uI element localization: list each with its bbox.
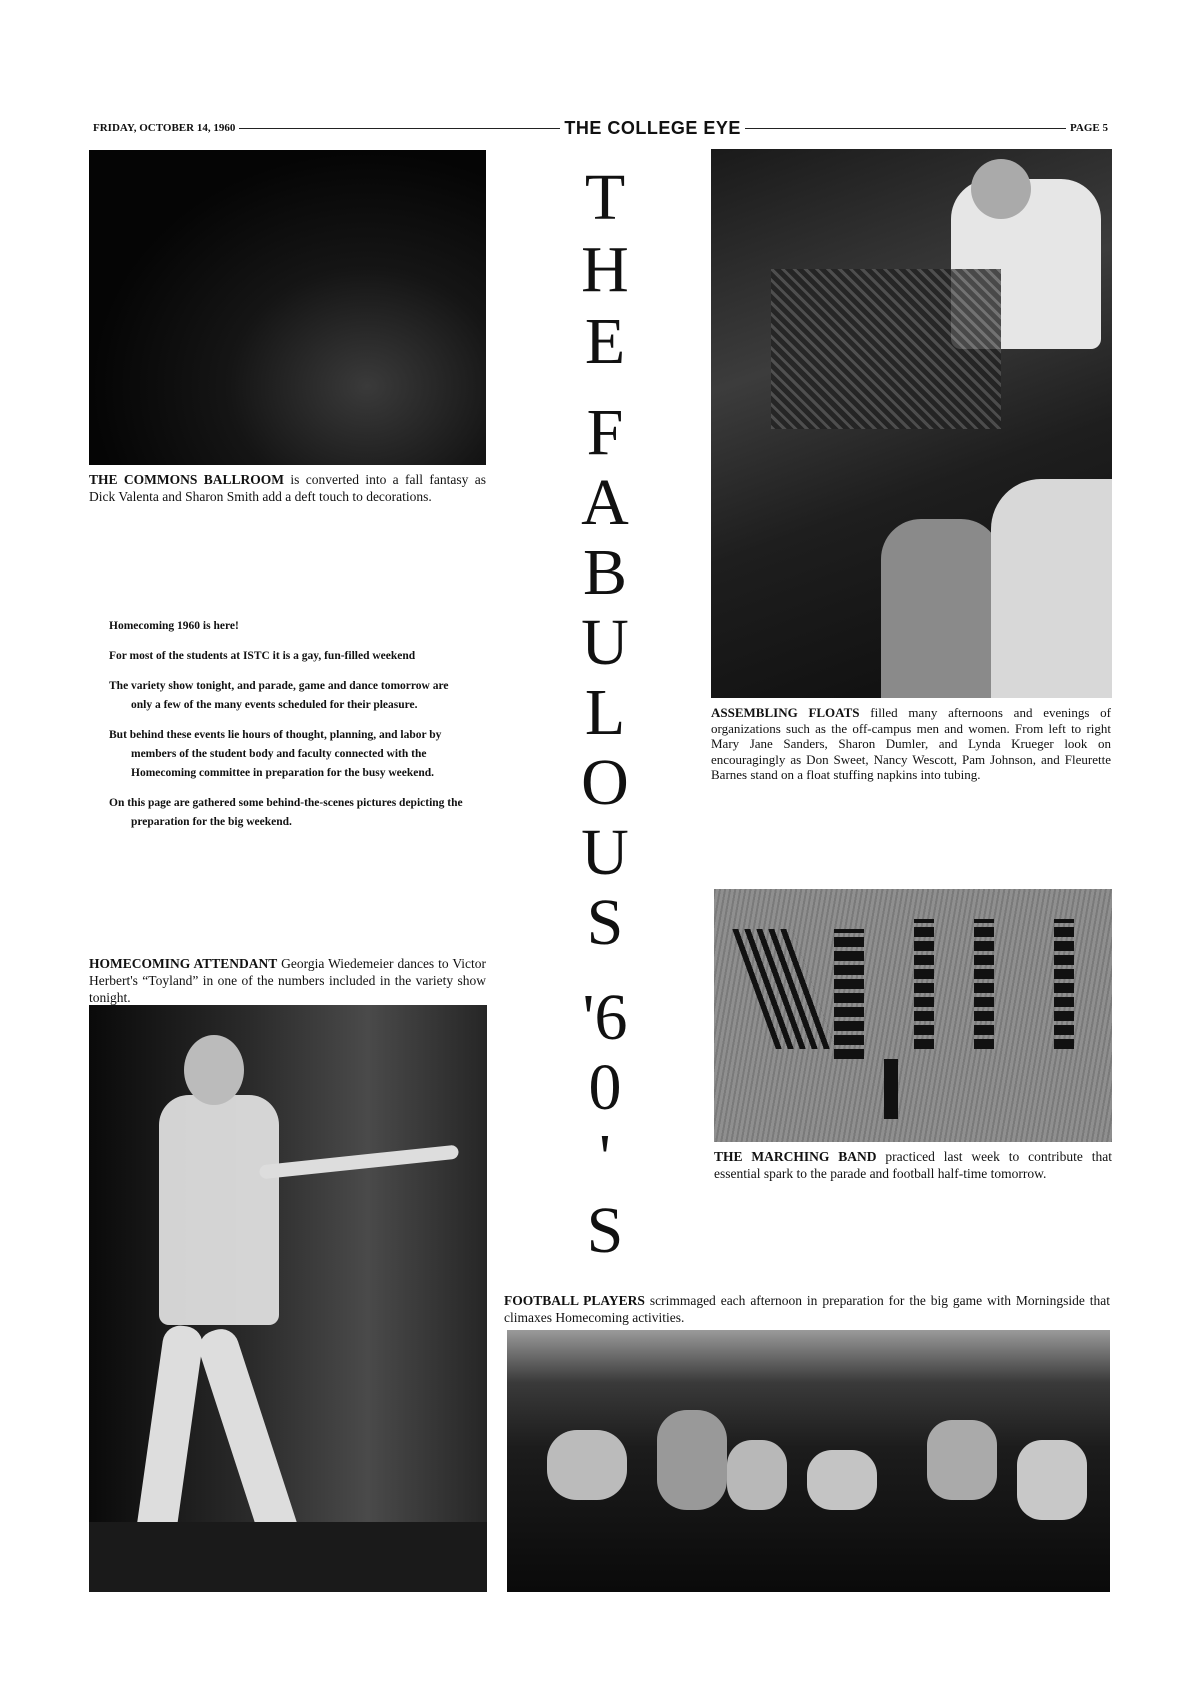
caption-lead: THE MARCHING BAND — [714, 1149, 877, 1164]
title-letter: B — [582, 536, 628, 609]
caption-text: scrimmaged each afternoon in preparation for the big game with Morningside that climaxes Homecoming activities. — [504, 1293, 1110, 1325]
title-letter: S — [586, 886, 624, 959]
caption-lead: THE COMMONS BALLROOM — [89, 472, 284, 487]
football-caption — [504, 1292, 1110, 1326]
title-letter: O — [581, 746, 629, 819]
title-letter: S — [586, 1194, 624, 1267]
intro-paragraph: For most of the students at ISTC it is a gay, fun-filled weekend — [109, 650, 416, 662]
marching-band-photo — [714, 889, 1112, 1142]
attendant-caption — [89, 955, 486, 1006]
caption-text: filled many afternoons and evenings of organizations such as the off-campus men and women. From left to right Mary Jane Sanders, Sharon Dumler, and Lynda Krueger look on encouragingly as Don Sweet, Nancy Wescott, Pam Johnson, and Fleurette Barnes stand on a float stuffing napkins into tubing. — [711, 705, 1111, 782]
title-letter: F — [586, 396, 624, 469]
title-letter: T — [584, 161, 626, 234]
title-letter: H — [581, 233, 629, 306]
title-letter: U — [581, 606, 629, 679]
caption-text: Georgia Wiedemeier dances to Victor Herbert's “Toyland” in one of the numbers included in the variety show tonight. — [89, 956, 487, 1005]
floats-caption — [711, 705, 1111, 783]
caption-lead: ASSEMBLING FLOATS — [711, 705, 860, 720]
title-letter: '6 — [582, 981, 628, 1054]
caption-lead: HOMECOMING ATTENDANT — [89, 956, 278, 971]
band-caption — [714, 1148, 1112, 1182]
caption-text: practiced last week to contribute that essential spark to the parade and football half-time tomorrow. — [714, 1149, 1112, 1181]
intro-paragraph: Homecoming 1960 is here! — [109, 620, 239, 632]
title-letter: A — [581, 466, 629, 539]
caption-lead: FOOTBALL PLAYERS — [504, 1293, 645, 1308]
intro-paragraph: The variety show tonight, and parade, game and dance tomorrow are only a few of the many events scheduled for their pleasure. — [109, 680, 449, 711]
page-header — [93, 118, 1108, 138]
header-rule — [745, 128, 1066, 129]
title-letter: L — [584, 676, 626, 749]
header-rule — [239, 128, 560, 129]
intro-paragraph: But behind these events lie hours of thought, planning, and labor by members of the student body and faculty connected with the Homecoming committee in preparation for the busy weekend. — [109, 729, 442, 779]
dancer-photo — [89, 1005, 487, 1592]
ballroom-caption — [89, 471, 486, 505]
intro-text — [109, 617, 464, 843]
floats-photo — [711, 149, 1112, 698]
caption-text: is converted into a fall fantasy as Dick Valenta and Sharon Smith add a deft touch to decorations. — [89, 472, 486, 504]
intro-paragraph: On this page are gathered some behind-the-scenes pictures depicting the preparation for the big weekend. — [109, 797, 463, 828]
newspaper-name: THE COLLEGE EYE — [564, 117, 741, 138]
ballroom-photo — [89, 150, 486, 465]
football-photo — [507, 1330, 1110, 1592]
title-letter: E — [584, 305, 626, 378]
title-letter: ' — [599, 1121, 611, 1194]
title-letter: U — [581, 816, 629, 889]
page-number: PAGE 5 — [1070, 122, 1109, 134]
title-letter: 0 — [588, 1051, 622, 1124]
issue-date: FRIDAY, OCTOBER 14, 1960 — [93, 122, 236, 134]
